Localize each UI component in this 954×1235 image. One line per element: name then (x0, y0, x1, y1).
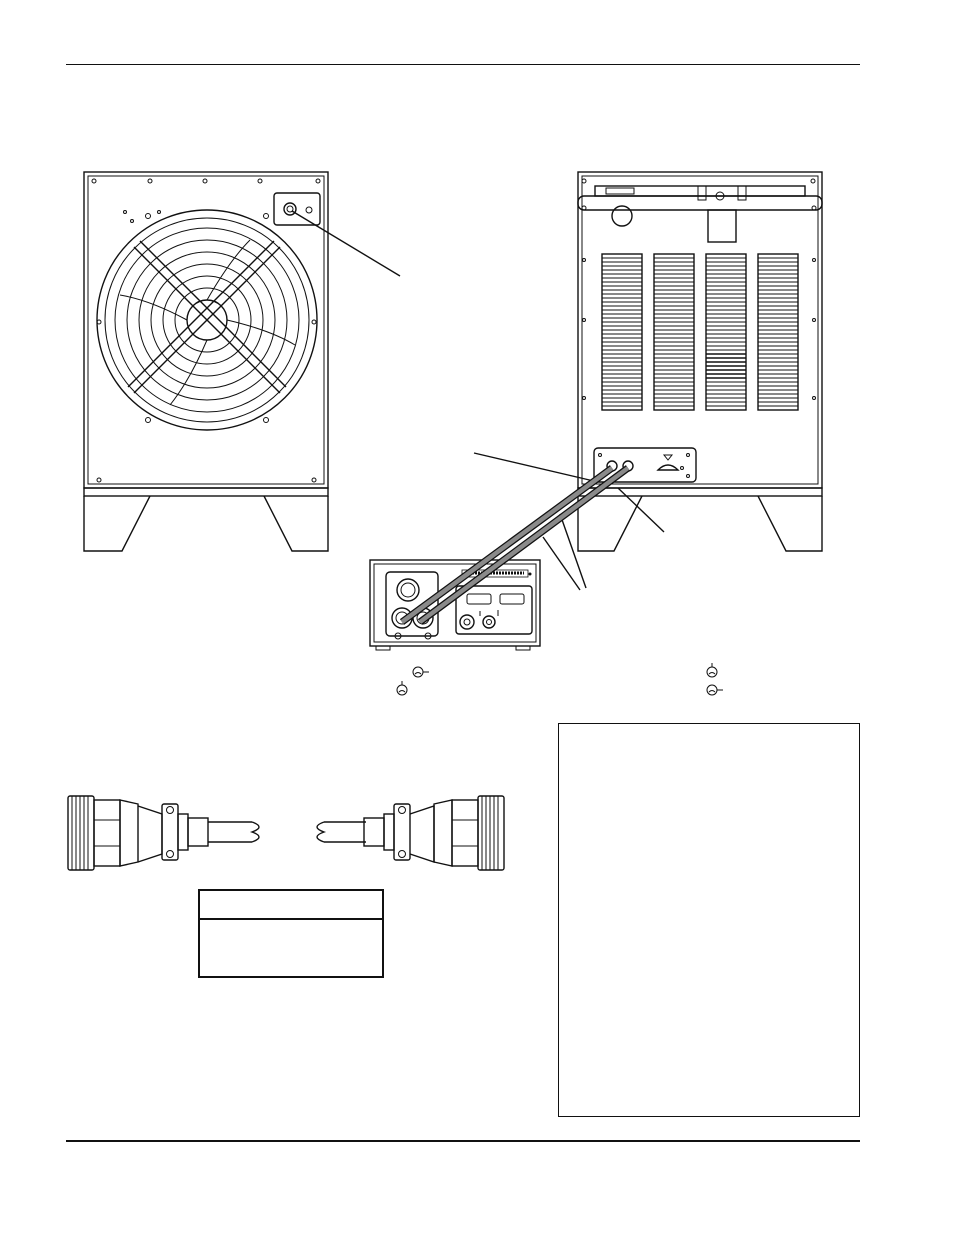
front-unit (84, 172, 328, 551)
fan-grille (97, 210, 317, 430)
louver-panel (654, 254, 694, 410)
handle-bar (578, 179, 822, 242)
louver-panel (706, 254, 746, 410)
notes-text (559, 724, 859, 740)
louver-panel (602, 254, 642, 410)
leader-line-5 (543, 537, 580, 590)
notes-box (558, 723, 860, 1117)
table-header (200, 891, 382, 920)
fan-unit-connector-plate (274, 193, 320, 225)
louver-panels (602, 254, 798, 410)
connection-console (370, 560, 540, 650)
right-plug-connector (317, 796, 504, 870)
rear-unit (578, 172, 822, 551)
footer-rule (66, 1140, 860, 1142)
cable-assembly (68, 796, 504, 870)
rear-connector-panel (594, 448, 696, 482)
flow-symbols (397, 663, 723, 695)
leader-line-3 (618, 488, 664, 532)
cable-info-table (198, 889, 384, 978)
leader-line-2 (474, 453, 598, 482)
left-plug-connector (68, 796, 259, 870)
coolant-hoses (402, 468, 628, 622)
louver-panel (758, 254, 798, 410)
leader-line-1 (292, 211, 400, 276)
